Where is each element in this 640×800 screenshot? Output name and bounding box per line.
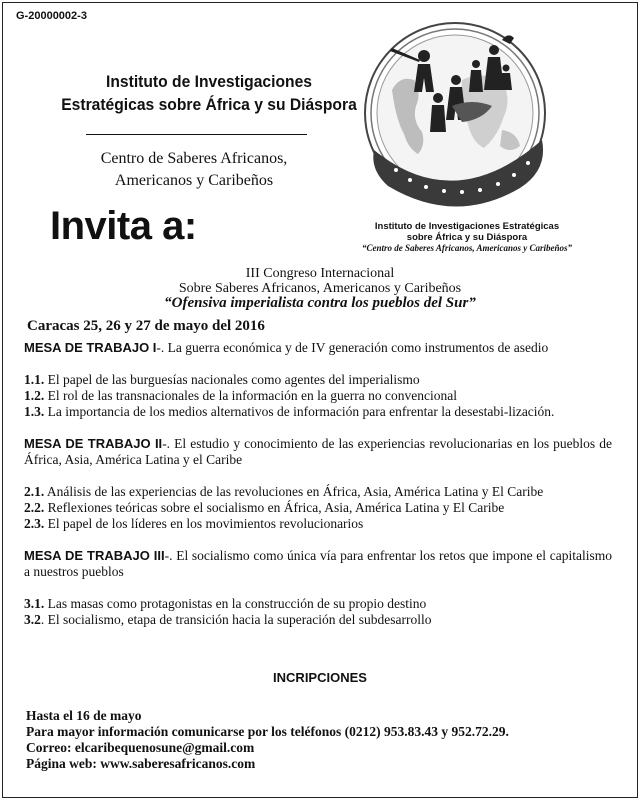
mesa-3-desc: -. El socialismo como única vía para enfrentar los retos que impone el capitalismo a nuestros pueblos — [24, 548, 612, 579]
mesa-2-desc: -. El estudio y conocimiento de las experiencias revolucionarias en los pueblos de África, Asia, América Latina y el Caribe — [24, 436, 613, 467]
email-text: Correo: elcaribequenosune@gmail.com — [26, 740, 255, 755]
institute-logo — [352, 20, 562, 210]
item-text: La importancia de los medios alternativos de información para enfrentar la desestabi-lización. — [44, 404, 555, 419]
divider — [86, 134, 307, 135]
mesa-1-desc: -. La guerra económica y de IV generación como instrumentos de asedio — [156, 340, 549, 355]
institute-line-1: Instituto de Investigaciones — [106, 72, 312, 91]
mesa-2-title: MESA DE TRABAJO II — [24, 436, 163, 451]
item-number: 2.2. — [24, 500, 45, 515]
list-item — [24, 612, 612, 628]
item-number: 3.1. — [24, 596, 45, 611]
centro-line-2: Americanos y Caribeños — [114, 172, 274, 189]
item-text: Reflexiones teóricas sobre el socialismo en África, Asia, América Latina y El Caribe — [44, 500, 505, 515]
item-text: El papel de los líderes en los movimientos revolucionarios — [44, 516, 364, 531]
congress-line-2: Sobre Saberes Africanos, Americanos y Caribeños — [178, 281, 462, 296]
list-item — [24, 484, 612, 500]
inscripciones-heading: INCRIPCIONES — [273, 670, 367, 685]
invita-heading: Invita a: — [50, 204, 197, 248]
item-number: 2.1. — [24, 484, 45, 499]
mesas-content — [24, 340, 612, 628]
list-item — [24, 500, 612, 516]
item-number: 3.2 — [24, 612, 41, 627]
item-number: 2.3. — [24, 516, 45, 531]
congress-title — [0, 266, 640, 311]
mesa-1-header — [24, 340, 612, 356]
congress-line-1: III Congreso Internacional — [245, 266, 395, 281]
mesa-3-title: MESA DE TRABAJO III — [24, 548, 165, 563]
item-number: 1.1. — [24, 372, 45, 387]
congress-theme: “Ofensiva imperialista contra los pueblos del Sur” — [164, 295, 476, 311]
item-text: El rol de las transnacionales de la información en la guerra no convencional — [44, 388, 457, 403]
mesa-2-header — [24, 436, 612, 468]
mesa-1-title: MESA DE TRABAJO I — [24, 340, 157, 355]
logo-caption-line-2: sobre África y su Diáspora — [406, 232, 528, 243]
contact-info — [26, 708, 509, 772]
logo-caption-line-1: Instituto de Investigaciones Estratégicas — [374, 221, 560, 232]
item-number: 1.2. — [24, 388, 45, 403]
centro-line-1: Centro de Saberes Africanos, — [100, 150, 288, 167]
list-item — [24, 404, 612, 420]
logo-caption — [352, 221, 582, 253]
item-text: Análisis de las experiencias de las revoluciones en África, Asia, América Latina y El Caribe — [44, 484, 544, 499]
item-text: Las masas como protagonistas en la construcción de su propio destino — [44, 596, 427, 611]
item-text: . El socialismo, etapa de transición hacia la superación del subdesarrollo — [40, 612, 432, 627]
list-item — [24, 596, 612, 612]
item-text: El papel de las burguesías nacionales como agentes del imperialismo — [44, 372, 420, 387]
list-item — [24, 372, 612, 388]
mesa-3-header — [24, 548, 612, 580]
item-number: 1.3. — [24, 404, 45, 419]
centro-name — [44, 148, 344, 192]
logo-caption-line-3: “Centro de Saberes Africanos, Americanos y Caribeños” — [361, 243, 573, 253]
document-code: G-20000002-3 — [16, 10, 87, 22]
phones-text: Para mayor información comunicarse por los teléfonos (0212) 953.83.43 y 952.72.29. — [26, 724, 509, 739]
institute-line-2: Estratégicas sobre África y su Diáspora — [61, 95, 357, 114]
list-item — [24, 388, 612, 404]
deadline-text: Hasta el 16 de mayo — [26, 708, 142, 723]
list-item — [24, 516, 612, 532]
congress-dates: Caracas 25, 26 y 27 de mayo del 2016 — [27, 318, 265, 334]
institute-name — [57, 70, 361, 116]
website-text: Página web: www.saberesafricanos.com — [26, 756, 256, 771]
